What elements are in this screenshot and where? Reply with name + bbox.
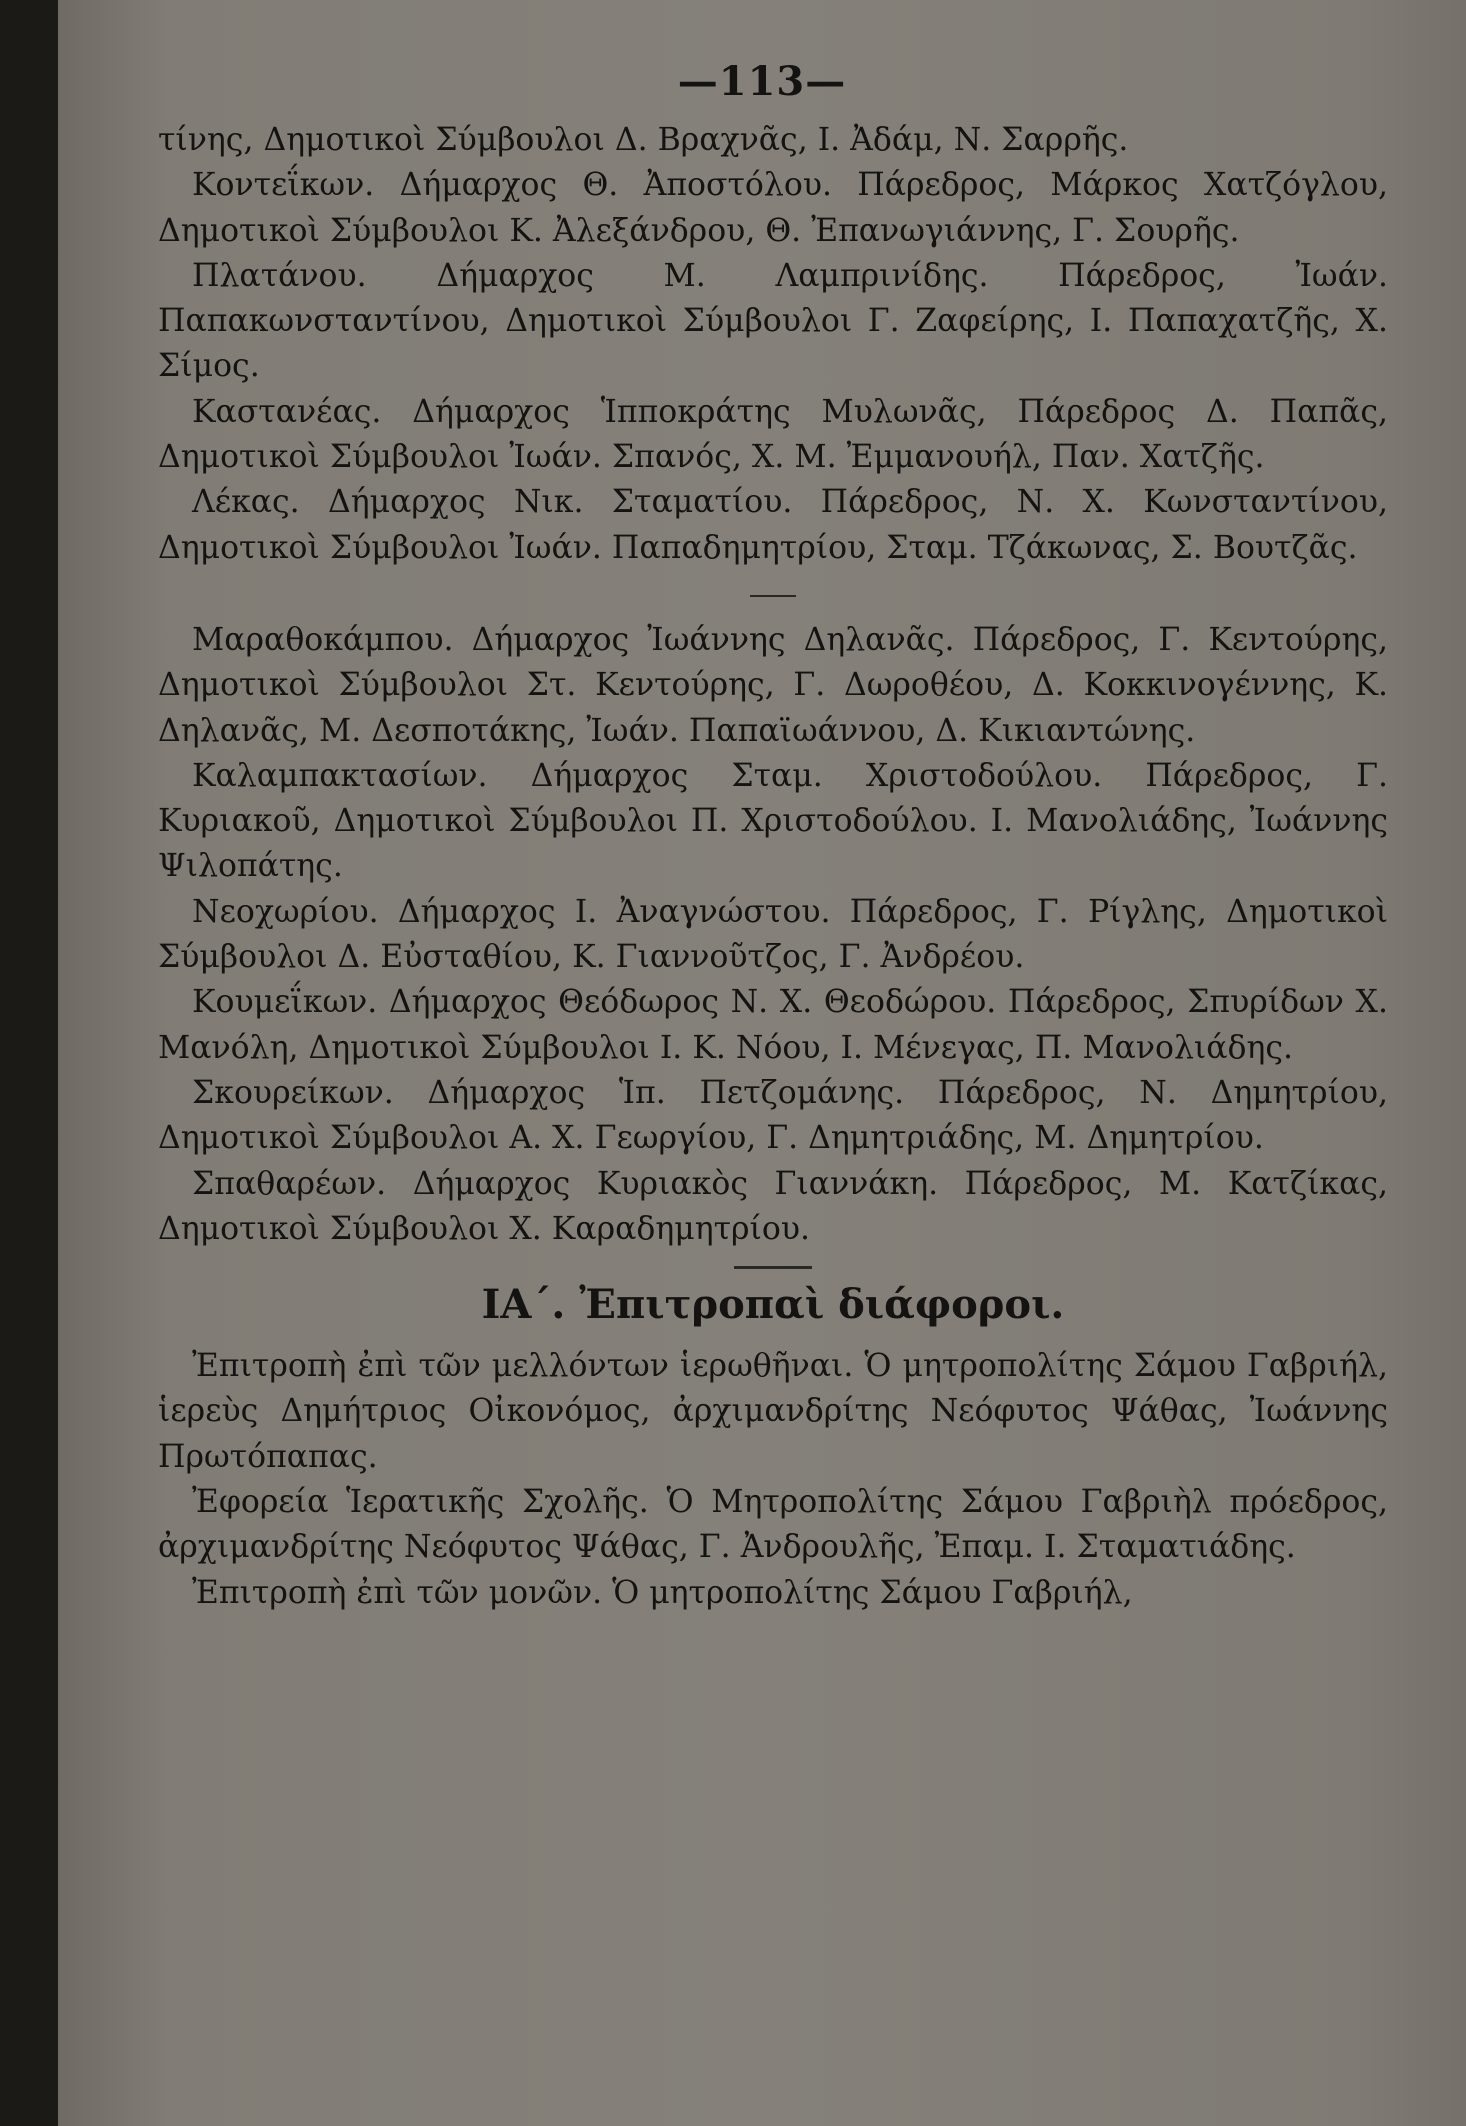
paragraph-marathokampou: Μαραθοκάμπου. Δήμαρχος Ἰωάννης Δηλανᾶς. Πάρεδρος, Γ. Κεντούρης, Δημοτικοὶ Σύμβουλοι Στ. Κεντούρης, Γ. Δωροθέου, Δ. Κοκκινογέννης, Κ. Δηλανᾶς, Μ. Δεσποτάκης, Ἰωάν. Παπαϊωάννου, Δ. Κικιαντώνης. xyxy=(158,621,1388,749)
paragraph-skoureikon: Σκουρείκων. Δήμαρχος Ἱπ. Πετζομάνης. Πάρεδρος, Ν. Δημητρίου, Δημοτικοὶ Σύμβουλοι Α. Χ. Γεωργίου, Γ. Δημητριάδης, Μ. Δημητρίου. xyxy=(158,1074,1388,1157)
paragraph-neochoriou: Νεοχωρίου. Δήμαρχος Ι. Ἀναγνώστου. Πάρεδρος, Γ. Ρίγλης, Δημοτικοὶ Σύμβουλοι Δ. Εὐσταθίου, Κ. Γιαννοῦτζος, Γ. Ἀνδρέου. xyxy=(158,893,1388,976)
paragraph-koumeikon: Κουμεΐκων. Δήμαρχος Θεόδωρος Ν. Χ. Θεοδώρου. Πάρεδρος, Σπυρίδων Χ. Μανόλη, Δημοτικοὶ Σύμβουλοι Ι. Κ. Νόου, Ι. Μένεγας, Π. Μανολιάδης. xyxy=(158,984,1388,1066)
paragraph-kastaneas: Καστανέας. Δήμαρχος Ἱπποκράτης Μυλωνᾶς, Πάρεδρος Δ. Παπᾶς, Δημοτικοὶ Σύμβουλοι Ἰωάν. Σπανός, Χ. Μ. Ἐμμανουήλ, Παν. Χατζῆς. xyxy=(158,393,1388,476)
page-number: —113— xyxy=(677,58,847,105)
paragraph-konteikon: Κοντεΐκων. Δήμαρχος Θ. Ἀποστόλου. Πάρεδρος, Μάρκος Χατζόγλου, Δημοτικοὶ Σύμβουλοι Κ. Ἀλεξάνδρου, Θ. Ἐπανωγιάννης, Γ. Σουρῆς. xyxy=(158,167,1388,249)
book-page xyxy=(58,0,1466,2126)
paragraph-spathareon: Σπαθαρέων. Δήμαρχος Κυριακὸς Γιαννάκη. Πάρεδρος, Μ. Κατζίκας, Δημοτικοὶ Σύμβουλοι Χ. Καραδημητρίου. xyxy=(158,1165,1388,1247)
paragraph-kalampaktasion: Καλαμπακτασίων. Δήμαρχος Σταμ. Χριστοδούλου. Πάρεδρος, Γ. Κυριακοῦ, Δημοτικοὶ Σύμβουλοι Π. Χριστοδούλου. Ι. Μανολιάδης, Ἰωάννης Ψιλοπάτης. xyxy=(158,757,1388,885)
paragraph-eforeia-scholis: Ἐφορεία Ἱερατικῆς Σχολῆς. Ὁ Μητροπολίτης Σάμου Γαβριὴλ πρόεδρος, ἀρχιμανδρίτης Νεόφυτος Ψάθας, Γ. Ἀνδρουλῆς, Ἐπαμ. Ι. Σταματιάδης. xyxy=(158,1484,1388,1566)
section-divider xyxy=(750,595,796,598)
heading-divider xyxy=(734,1266,812,1270)
paragraph-platanou: Πλατάνου. Δήμαρχος Μ. Λαμπρινίδης. Πάρεδρος, Ἰωάν. Παπακωνσταντίνου, Δημοτικοὶ Σύμβουλοι Γ. Ζαφείρης, Ι. Παπαχατζῆς, Χ. Σίμος. xyxy=(158,257,1388,385)
page-body xyxy=(158,118,1388,1616)
paragraph-continuation: τίνης, Δημοτικοὶ Σύμβουλοι Δ. Βραχνᾶς, Ι. Ἀδάμ, Ν. Σαρρῆς. xyxy=(158,122,1129,158)
paragraph-lekas: Λέκας. Δήμαρχος Νικ. Σταματίου. Πάρεδρος, Ν. Χ. Κωνσταντίνου, Δημοτικοὶ Σύμβουλοι Ἰωάν. Παπαδημητρίου, Σταμ. Τζάκωνας, Σ. Βουτζᾶς. xyxy=(158,484,1388,566)
paragraph-epitropi-ierothinai: Ἐπιτροπὴ ἐπὶ τῶν μελλόντων ἱερωθῆναι. Ὁ μητροπολίτης Σάμου Γαβριήλ, ἱερεὺς Δημήτριος Οἰκονόμος, ἀρχιμανδρίτης Νεόφυτος Ψάθας, Ἰωάννης Πρωτόπαπας. xyxy=(158,1348,1388,1475)
paragraph-epitropi-monon: Ἐπιτροπὴ ἐπὶ τῶν μονῶν. Ὁ μητροπολίτης Σάμου Γαβριήλ, xyxy=(192,1574,1133,1611)
section-heading: ΙΑ΄. Ἐπιτροπαὶ διάφοροι. xyxy=(481,1281,1065,1329)
